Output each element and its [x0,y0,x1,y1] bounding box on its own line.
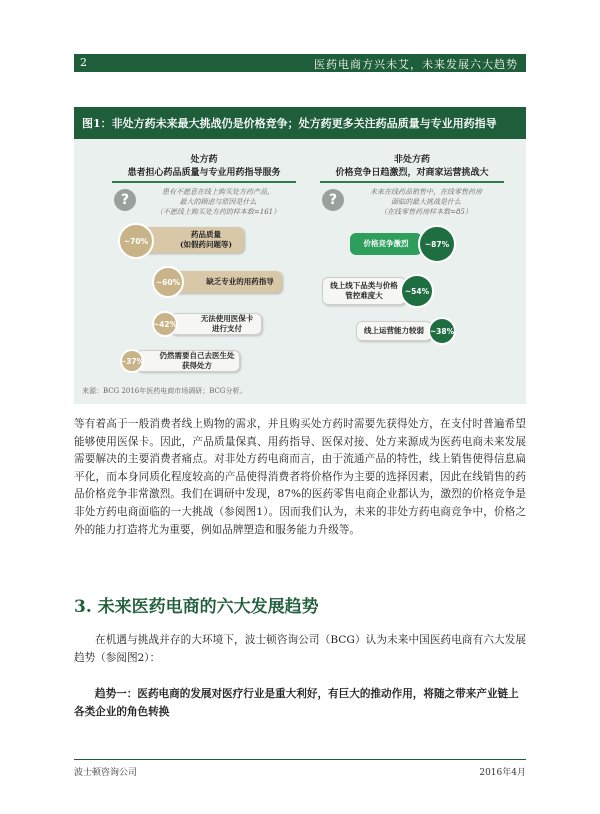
footer-company: 波士顿咨询公司 [74,768,138,778]
right-item-2-label: 线上线下品类与价格 [330,281,398,290]
left-item-3-percent: ~42% [152,311,178,337]
right-question-note [348,187,504,217]
left-heading-line1: 处方药 [190,155,218,165]
left-item-1-sublabel: (如假药问题等) [179,240,233,249]
left-item-2-percent: ~60% [152,266,184,298]
left-item-2 [172,271,282,293]
right-note-line2: 面临的最大挑战是什么 [391,198,461,206]
question-icon: ? [114,189,136,211]
left-column-rule [112,181,296,183]
running-title: 医药电商方兴未艾，未来发展六大趋势 [314,58,518,71]
left-note-line1: 患有不愿意在线上购买处方药产品， [162,188,274,196]
figure-title-bar [74,107,526,139]
left-note-line3: （不愿线上购买处方药的样本数=161） [155,208,281,216]
right-item-2-percent: ~54% [400,274,434,308]
left-item-1-percent: ~70% [118,223,154,259]
left-item-4-percent: ~37% [120,349,144,373]
right-note-line3: （在线零售药房样本数=85） [380,208,472,216]
left-item-4-sublabel: 获得处方 [182,361,212,370]
figure-1 [74,107,526,404]
footer-date: 2016年4月 [479,768,526,778]
right-item-1 [350,233,422,255]
left-item-1 [140,227,244,253]
paragraph-2: 在机遇与挑战并存的大环境下，波士顿咨询公司（BCG）认为未来中国医药电商有六大发展趋势（参阅图2）： [74,634,526,664]
right-item-2 [322,277,406,305]
right-heading-line2: 价格竞争日趋激烈，对商家运营挑战大 [335,168,489,178]
right-column-heading [322,154,502,180]
right-column-rule [320,181,504,183]
running-header [74,54,526,72]
right-heading-line1: 非处方药 [393,155,430,165]
section-title: 3. 未来医药电商的六大发展趋势 [74,597,319,617]
left-note-line2: 最大的顾虑与原因是什么 [179,198,257,206]
right-item-2-sublabel: 管控难度大 [345,291,383,300]
right-item-1-label: 价格竞争激烈 [363,239,409,248]
left-item-1-label: 药品质量 [190,230,221,239]
left-item-3-sublabel: 进行支付 [212,324,242,333]
figure-title: 图1：非处方药未来最大挑战仍是价格竞争；处方药更多关注药品质量与专业用药指导 [82,117,497,130]
left-item-3-label: 无法使用医保卡 [200,314,254,323]
right-note-line1: 未来在线药品销售中，在线零售药房 [370,188,482,196]
left-question-note [140,187,296,217]
figure-source: 来源：BCG 2016年医药电商市场调研；BCG分析。 [82,387,247,395]
footer-rule [74,759,526,760]
left-heading-line2: 患者担心药品质量与专业用药指导服务 [127,168,281,178]
left-item-4-label: 仍然需要自己去医生处 [159,351,235,360]
paragraph-1: 等有着高于一般消费者线上购物的需求，并且购买处方药时需要先获得处方，在支付时普遍希望能够使用医保卡。因此，产品质量保真、用药指导、医保对接、处方来源成为医药电商未来发展需要解决的主要消费者痛点。对非处方药电商而言，由于流通产品的特性，线上销售使得信息扁平化，而本身同质化程度较高的产品使得消费者将价格作为主要的选择因素，因此在线销售的药品价格竞争非常激烈。我们在调研中发现，87%的医药零售电商企业都认为，激烈的价格竞争是非处方药电商面临的一大挑战（参阅图1）。因而我们认为，未来的非处方药电商竞争中，价格之外的能力打造将尤为重要，例如品牌塑造和服务能力升级等。 [74,418,526,536]
right-item-3-label: 线上运营能力较弱 [364,326,424,335]
question-icon: ? [322,189,344,211]
left-item-3 [170,313,262,335]
trend-1: 趋势一：医药电商的发展对医疗行业是重大利好，有巨大的推动作用，将随之带来产业链上各类企业的角色转换 [74,688,519,718]
right-item-3-percent: ~38% [428,317,456,345]
left-item-2-label: 缺乏专业的用药指导 [206,277,274,286]
right-item-1-percent: ~87% [418,225,456,263]
left-item-4 [136,350,240,372]
right-item-3 [356,321,432,341]
left-column-heading [114,154,294,180]
page-number: 2 [80,56,87,69]
